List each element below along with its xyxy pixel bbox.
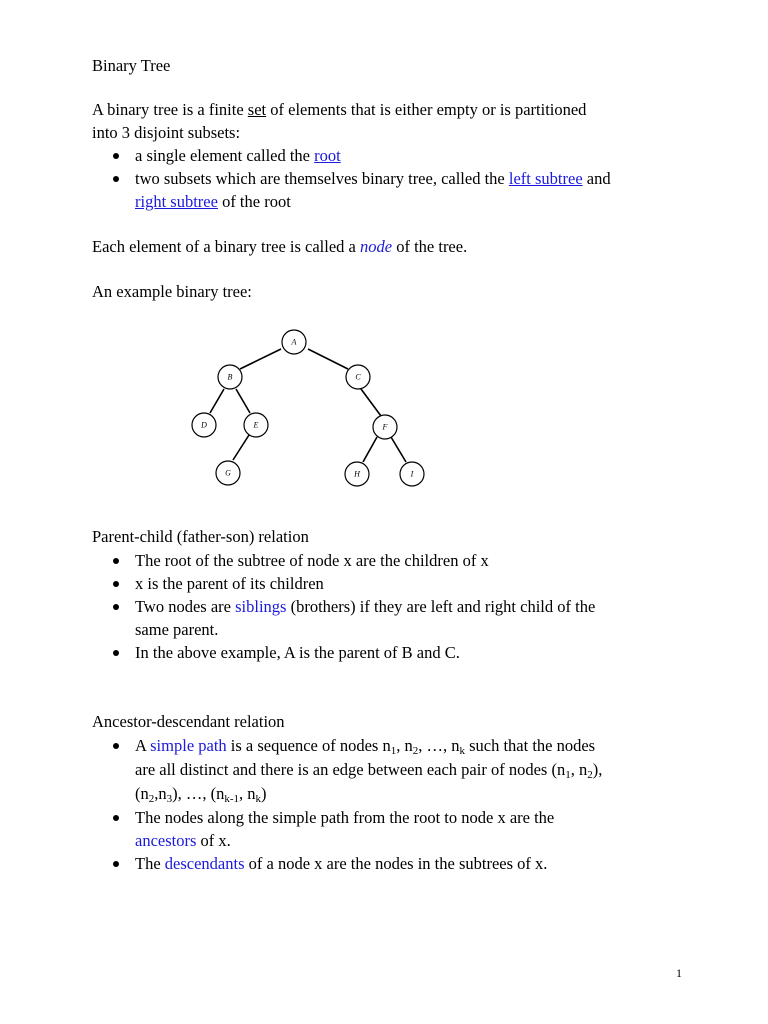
list-item-text: of x. bbox=[196, 831, 231, 850]
subscript: 2 bbox=[148, 793, 155, 805]
node-label-d: D bbox=[201, 420, 207, 430]
root-link[interactable]: root bbox=[314, 146, 341, 165]
intro-text: A binary tree is a finite bbox=[92, 100, 248, 119]
list-item-text: of the root bbox=[217, 192, 291, 211]
bullet-icon bbox=[113, 650, 119, 656]
node-label-e: E bbox=[253, 420, 259, 430]
list-item-text: two subsets which are themselves binary tree, called the bbox=[135, 169, 509, 188]
subscript: k bbox=[459, 745, 465, 757]
list-item-text: and bbox=[582, 169, 611, 188]
node-label-c: C bbox=[355, 372, 361, 382]
edge-a-b bbox=[240, 349, 281, 369]
subscript: 2 bbox=[587, 769, 593, 781]
left-subtree-link[interactable]: left subtree bbox=[508, 169, 583, 188]
list-item bbox=[92, 572, 595, 595]
node-term: node bbox=[360, 237, 393, 256]
list-item-text: of a node x are the nodes in the subtrees of x. bbox=[244, 854, 548, 873]
parent-child-list bbox=[92, 549, 595, 664]
list-item-text: ,n bbox=[154, 784, 167, 803]
ancestor-heading: Ancestor-descendant relation bbox=[92, 712, 285, 731]
page-number: 1 bbox=[676, 966, 682, 980]
sentence-text: of the tree. bbox=[392, 237, 468, 256]
bullet-icon bbox=[113, 861, 119, 867]
node-label-h: H bbox=[354, 469, 360, 479]
list-item bbox=[92, 167, 611, 213]
subscript: 1 bbox=[565, 769, 571, 781]
list-item-text: , n bbox=[396, 736, 413, 755]
subscript: 2 bbox=[412, 745, 419, 757]
list-item-text: , n bbox=[239, 784, 256, 803]
edge-b-d bbox=[210, 389, 224, 413]
bullet-icon bbox=[113, 581, 119, 587]
example-label: An example binary tree: bbox=[92, 282, 252, 301]
list-item-text: , …, n bbox=[418, 736, 460, 755]
list-item-text: A bbox=[135, 736, 151, 755]
list-item-text: ), …, (n bbox=[172, 784, 225, 803]
list-item-text: The root of the subtree of node x are the children of x bbox=[135, 551, 489, 570]
edge-b-e bbox=[236, 389, 250, 413]
edge-a-c bbox=[308, 349, 348, 369]
sentence-text: Each element of a binary tree is called a bbox=[92, 237, 360, 256]
subscript: k-1 bbox=[224, 793, 240, 805]
list-item-text: The bbox=[135, 854, 165, 873]
tree-svg bbox=[180, 322, 430, 500]
intro-line-2: into 3 disjoint subsets: bbox=[92, 123, 241, 142]
node-label-f: F bbox=[382, 422, 388, 432]
edge-e-g bbox=[233, 435, 249, 460]
node-sentence bbox=[92, 235, 467, 258]
page-title: Binary Tree bbox=[92, 56, 171, 75]
list-item-text: a single element called the bbox=[135, 146, 315, 165]
bullet-icon bbox=[113, 176, 119, 182]
list-item bbox=[92, 549, 595, 572]
bullet-icon bbox=[113, 604, 119, 610]
node-label-i: I bbox=[410, 469, 414, 479]
parent-child-heading: Parent-child (father-son) relation bbox=[92, 527, 309, 546]
bullet-icon bbox=[113, 743, 119, 749]
list-item-text: is a sequence of nodes n bbox=[226, 736, 391, 755]
right-subtree-link[interactable]: right subtree bbox=[135, 192, 218, 211]
list-item-text: The nodes along the simple path from the root to node x are the bbox=[135, 808, 555, 827]
simple-path-term: simple path bbox=[150, 736, 227, 755]
list-item-text: , n bbox=[570, 760, 588, 779]
list-item bbox=[92, 595, 595, 641]
list-item-text: same parent. bbox=[135, 620, 219, 639]
list-item-text: Two nodes are bbox=[135, 597, 236, 616]
list-item bbox=[92, 641, 595, 664]
subscript: 1 bbox=[390, 745, 397, 757]
node-label-g: G bbox=[225, 468, 231, 478]
list-item-text: (brothers) if they are left and right child of the bbox=[286, 597, 596, 616]
edge-f-i bbox=[391, 437, 406, 462]
subscript: k bbox=[255, 793, 262, 805]
list-item bbox=[92, 806, 602, 852]
list-item-text: In the above example, A is the parent of B and C. bbox=[135, 643, 460, 662]
list-item bbox=[92, 144, 611, 167]
edge-c-f bbox=[361, 389, 381, 416]
intro-line-1 bbox=[92, 98, 586, 121]
subsets-list bbox=[92, 144, 611, 213]
list-item-text: (n bbox=[135, 784, 149, 803]
bullet-icon bbox=[113, 558, 119, 564]
siblings-term: siblings bbox=[235, 597, 287, 616]
bullet-icon bbox=[113, 815, 119, 821]
bullet-icon bbox=[113, 153, 119, 159]
list-item bbox=[92, 852, 602, 875]
list-item-text: are all distinct and there is an edge between each pair of nodes (n bbox=[135, 760, 566, 779]
list-item-text: ) bbox=[261, 784, 267, 803]
edge-f-h bbox=[363, 437, 377, 462]
ancestors-term: ancestors bbox=[135, 831, 197, 850]
node-label-b: B bbox=[227, 372, 233, 382]
binary-tree-diagram bbox=[180, 322, 430, 500]
intro-text: of elements that is either empty or is partitioned bbox=[266, 100, 587, 119]
ancestor-list bbox=[92, 734, 602, 875]
list-item-text: ), bbox=[592, 760, 603, 779]
descendants-term: descendants bbox=[164, 854, 245, 873]
node-label-a: A bbox=[291, 337, 297, 347]
list-item bbox=[92, 734, 602, 806]
list-item-text: x is the parent of its children bbox=[135, 574, 324, 593]
set-term: set bbox=[247, 100, 267, 119]
list-item-text: such that the nodes bbox=[464, 736, 596, 755]
subscript: 3 bbox=[166, 793, 173, 805]
